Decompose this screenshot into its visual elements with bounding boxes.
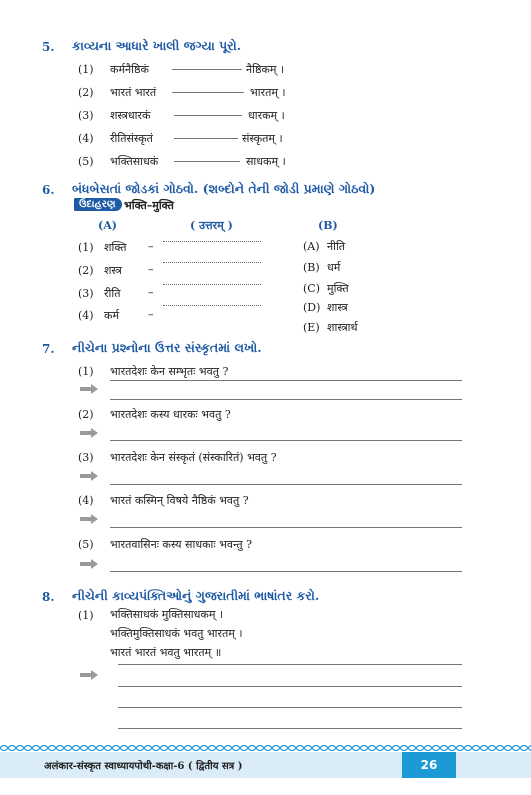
q7-number: 7. <box>42 342 55 356</box>
q5-item-2-blank <box>172 92 244 93</box>
q6-answer-line-4 <box>163 305 261 306</box>
q6-title: બંધબેસતાં જોડકાં ગોઠવો. (શબ્દોને તેની જોડી પ્રમાણે ગોઠવો) <box>72 181 376 196</box>
q6-b-item-e-word: शास्त्रार्थ <box>327 321 358 334</box>
q5-item-5-blank <box>174 161 240 162</box>
q8-answer-line-1 <box>118 664 462 665</box>
q7-item-2-question: भारतदेशः कस्य धारकः भवतु ? <box>110 408 231 421</box>
q7-item-1-number: (1) <box>78 365 94 378</box>
q6-a-item-3-number: (3) <box>78 287 94 300</box>
q5-title: કાવ્યના આધારે ખાલી જગ્યા પૂરો. <box>72 38 242 53</box>
q8-answer-line-4 <box>118 728 462 729</box>
q8-verse-line-3: भारतं भारतं भवतु भारतम् ॥ <box>110 646 222 659</box>
q6-answer-line-3 <box>163 284 261 285</box>
q6-a-item-4-number: (4) <box>78 309 94 322</box>
q8-verse-line-2: भक्तिमुक्तिसाधकं भवतु भारतम् । <box>110 627 243 640</box>
q6-a-item-1-number: (1) <box>78 241 94 254</box>
q7-item-5-number: (5) <box>78 538 94 551</box>
q6-answer-line-2 <box>163 262 261 263</box>
q6-a-item-2-word: शस्त्र <box>104 264 122 277</box>
column-b-header: (B) <box>318 219 338 232</box>
q7-title: નીચેના પ્રશ્નોના ઉત્તર સંસ્કૃતમાં લખો. <box>72 340 262 355</box>
q5-item-1-left: कर्मनैष्ठिकं <box>110 63 149 76</box>
column-answer-header: ( उत्तरम् ) <box>190 219 233 232</box>
q6-b-item-a-label: (A) <box>303 240 320 253</box>
q5-item-3-number: (3) <box>78 109 94 122</box>
q8-item-1-number: (1) <box>78 609 94 622</box>
q6-number: 6. <box>42 183 55 197</box>
q5-item-4-left: रीतिसंस्कृतं <box>110 132 153 145</box>
q7-item-4-question: भारतं कस्मिन् विषये नैष्ठिकं भवतु ? <box>110 494 249 507</box>
q8-number: 8. <box>42 590 55 604</box>
q6-b-item-b-label: (B) <box>303 261 320 274</box>
q7-item-3-question: भारतदेशः केन संस्कृतं (संस्कारितं) भवतु ? <box>110 451 277 464</box>
q7-item-2-number: (2) <box>78 408 94 421</box>
q6-b-item-c-label: (C) <box>303 282 320 295</box>
q6-a-item-4-word: कर्म <box>104 309 120 322</box>
q7-item-1-line-1 <box>110 380 462 381</box>
q6-a-item-1-word: शक्ति <box>104 241 127 254</box>
example-badge: ઉદાહરણ <box>74 198 122 211</box>
footer-title: अलंकार-संस्कृत स्वाध्यायपोथी-कक्षा-6 ( द्वितीय सत्र ) <box>44 761 243 772</box>
answer-arrow-icon <box>80 428 98 438</box>
q5-item-5-right: साधकम् । <box>246 155 286 168</box>
q8-title: નીચેની કાવ્યપંક્તિઓનું ગુજરાતીમાં ભાષાંતર કરો. <box>72 588 320 603</box>
q6-a-item-3-dash: – <box>148 286 154 299</box>
q5-item-3-left: शस्त्रधारकं <box>110 109 151 122</box>
q7-item-5-line <box>110 571 462 572</box>
q8-answer-line-3 <box>118 707 462 708</box>
q8-answer-line-2 <box>118 686 462 687</box>
column-a-header: (A) <box>98 219 117 232</box>
q5-number: 5. <box>42 40 55 54</box>
q6-b-item-d-label: (D) <box>303 301 321 314</box>
q5-item-4-right: संस्कृतम् । <box>242 132 283 145</box>
answer-arrow-icon <box>80 471 98 481</box>
q7-item-3-line <box>110 484 462 485</box>
q5-item-3-right: धारकम् । <box>248 109 285 122</box>
q7-item-5-question: भारतवासिनः कस्य साधकाः भवन्तु ? <box>110 538 252 551</box>
example-text: भक्ति–मुक्ति <box>124 199 174 212</box>
page-number: 26 <box>402 752 456 778</box>
q5-item-1-number: (1) <box>78 63 94 76</box>
q7-item-3-number: (3) <box>78 451 94 464</box>
answer-arrow-icon <box>80 559 98 569</box>
q6-a-item-4-dash: – <box>148 308 154 321</box>
q5-item-3-blank <box>174 115 242 116</box>
q7-item-4-number: (4) <box>78 494 94 507</box>
q5-item-2-left: भारतं भारतं <box>110 86 157 99</box>
answer-arrow-icon <box>80 670 98 680</box>
q6-a-item-3-word: रीति <box>104 287 121 300</box>
q6-a-item-2-number: (2) <box>78 264 94 277</box>
q5-item-1-blank <box>172 69 242 70</box>
q5-item-5-number: (5) <box>78 155 94 168</box>
answer-arrow-icon <box>80 514 98 524</box>
q6-b-item-a-word: नीति <box>327 240 346 253</box>
q7-item-2-line <box>110 440 462 441</box>
q6-a-item-1-dash: – <box>148 240 154 253</box>
q5-item-1-right: नैष्ठिकम् । <box>246 63 285 76</box>
answer-arrow-icon <box>80 384 98 394</box>
q6-b-item-e-label: (E) <box>303 321 320 334</box>
q7-item-4-line <box>110 527 462 528</box>
q6-a-item-2-dash: – <box>148 263 154 276</box>
q7-item-1-question: भारतदेशः केन सम्भृतः भवतु ? <box>110 365 229 378</box>
q5-item-5-left: भक्तिसाधकं <box>110 155 159 168</box>
q6-answer-line-1 <box>163 241 261 242</box>
q6-b-item-c-word: मुक्ति <box>327 282 349 295</box>
q5-item-4-number: (4) <box>78 132 94 145</box>
q5-item-2-right: भारतम् । <box>250 86 286 99</box>
q5-item-4-blank <box>174 138 238 139</box>
q6-b-item-b-word: धर्म <box>327 261 341 274</box>
q7-item-1-line-2 <box>110 399 462 400</box>
q8-verse-line-1: भक्तिसाधकं मुक्तिसाधकम् । <box>110 608 224 621</box>
q5-item-2-number: (2) <box>78 86 94 99</box>
q6-b-item-d-word: शास्त्र <box>327 301 348 314</box>
